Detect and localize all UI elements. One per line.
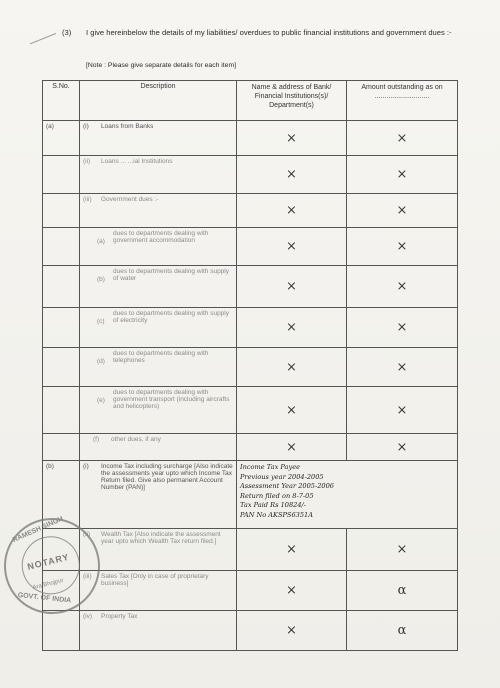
desc-property-tax: Property Tax	[101, 613, 138, 620]
x-mark: ×	[237, 571, 347, 611]
sub-label: (f)	[93, 436, 100, 443]
x-mark: ×	[347, 308, 458, 348]
roman-label: (ii)	[83, 158, 91, 165]
x-mark: ×	[237, 121, 347, 156]
liabilities-table	[42, 80, 458, 651]
x-mark: ×	[347, 121, 458, 156]
header-bank: Name & address of Bank/ Financial Institutions(s)/ Department(s)	[237, 81, 347, 121]
table-row	[43, 121, 458, 156]
income-tax-handwriting	[237, 461, 458, 529]
item-number: (3)	[62, 28, 72, 37]
table-row	[43, 461, 458, 529]
roman-label: (iii)	[83, 573, 92, 580]
x-mark: ×	[347, 434, 458, 461]
x-mark: ×	[237, 348, 347, 387]
row-label-b: (b)	[43, 461, 80, 529]
alpha-mark: α	[347, 571, 458, 611]
desc-other-dues: other dues, if any	[111, 436, 161, 443]
sub-label: (d)	[97, 358, 105, 365]
header-description: Description	[80, 81, 237, 121]
roman-label: (iii)	[83, 196, 92, 203]
x-mark: ×	[347, 529, 458, 571]
table-header-row	[43, 81, 458, 121]
table-row	[43, 434, 458, 461]
desc-accommodation: dues to departments dealing with government accommodation	[113, 230, 209, 244]
handwritten-line: Previous year 2004-2005	[240, 472, 324, 481]
ink-scribble	[30, 33, 59, 50]
handwritten-line: Assessment Year 2005-2006	[240, 482, 334, 490]
x-mark: ×	[237, 529, 347, 571]
handwritten-line: PAN No AKSPS6351A	[240, 510, 313, 519]
roman-label: (i)	[83, 123, 89, 130]
stamp-title: NOTARY	[26, 551, 71, 572]
stamp-name: RAMESH SINGH	[11, 515, 65, 545]
x-mark: ×	[347, 387, 458, 434]
stamp-place: Ara Bhojpur	[32, 577, 65, 592]
roman-label: (ii)	[83, 531, 91, 538]
desc-telephones: dues to departments dealing with telephones	[113, 350, 209, 364]
desc-transport: dues to departments dealing with government transport (including aircrafts and helicopters)	[113, 389, 230, 410]
table-row	[43, 228, 458, 266]
sub-label: (b)	[97, 276, 105, 283]
x-mark: ×	[347, 194, 458, 228]
alpha-mark: α	[347, 611, 458, 651]
handwritten-line: Return filed on 8-7-05	[240, 491, 314, 500]
x-mark: ×	[237, 194, 347, 228]
desc-sales-tax: Sales Tax [Only in case of proprietary business]	[101, 573, 209, 587]
x-mark: ×	[347, 228, 458, 266]
desc-loans-banks: Loans from Banks	[101, 123, 154, 130]
table-row	[43, 387, 458, 434]
roman-label: (iv)	[83, 613, 93, 620]
table-row	[43, 194, 458, 228]
table-row	[43, 529, 458, 571]
x-mark: ×	[237, 611, 347, 651]
x-mark: ×	[237, 228, 347, 266]
handwritten-line: Tax Paid Rs 10824/-	[240, 501, 306, 509]
header-sno: S.No.	[43, 81, 80, 121]
sub-label: (e)	[97, 397, 105, 404]
x-mark: ×	[237, 387, 347, 434]
table-row	[43, 348, 458, 387]
table-row	[43, 611, 458, 651]
header-amount: Amount outstanding as on ............................	[347, 81, 458, 121]
handwritten-line: Income Tax Payee	[240, 463, 300, 471]
stamp-govt: GOVT. OF INDIA	[17, 592, 72, 605]
x-mark: ×	[237, 308, 347, 348]
desc-govt-dues: Government dues :-	[101, 196, 159, 203]
note-text: [Note : Please give separate details for each item]	[86, 62, 236, 69]
x-mark: ×	[237, 434, 347, 461]
row-label-a: (a)	[43, 121, 80, 156]
desc-wealth-tax: Wealth Tax [Also indicate the assessment year upto which Wealth Tax return filed.]	[101, 531, 221, 545]
table-row	[43, 308, 458, 348]
table-row	[43, 571, 458, 611]
desc-water: dues to departments dealing with supply of water	[113, 268, 229, 282]
roman-label: (i)	[83, 463, 89, 470]
x-mark: ×	[237, 266, 347, 308]
x-mark: ×	[347, 156, 458, 194]
x-mark: ×	[237, 156, 347, 194]
x-mark: ×	[347, 348, 458, 387]
desc-loans-fi: Loans ... ...ial Institutions	[101, 158, 173, 165]
sub-label: (c)	[97, 318, 105, 325]
intro-text: I give hereinbelow the details of my liabilities/ overdues to public financial institutions and government dues :-	[86, 28, 452, 37]
desc-electricity: dues to departments dealing with supply of electricity	[113, 310, 229, 324]
sub-label: (a)	[97, 238, 105, 245]
desc-income-tax: Income Tax including surcharge [Also indicate the assessments year upto which Income Tax Return filed. Give also permanent Account Number (PAN)]	[101, 463, 233, 491]
table-row	[43, 156, 458, 194]
x-mark: ×	[347, 266, 458, 308]
table-row	[43, 266, 458, 308]
